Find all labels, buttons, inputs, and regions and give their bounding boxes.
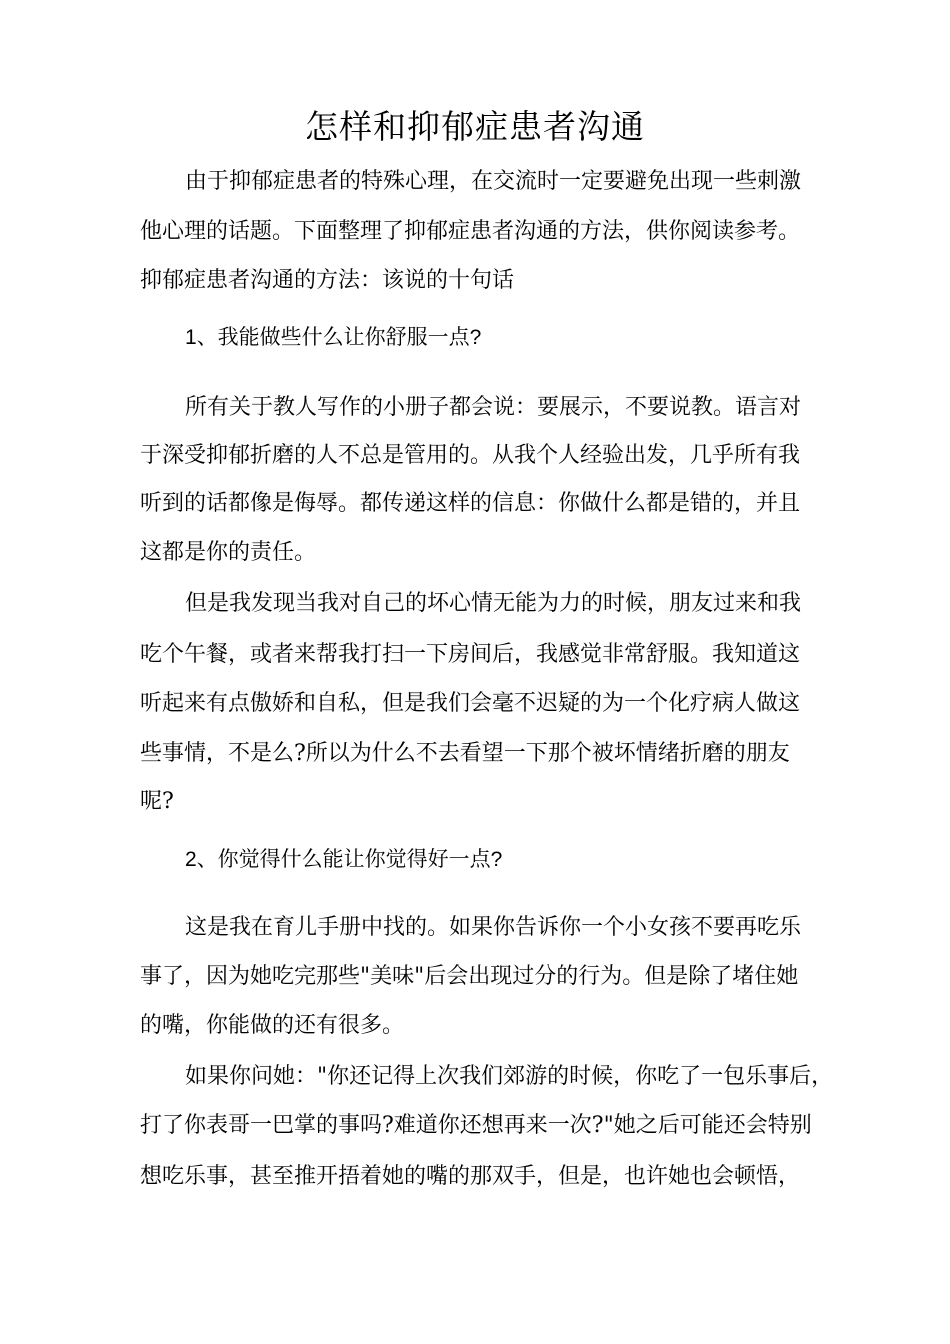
paragraph-line: 的嘴，你能做的还有很多。 xyxy=(140,1013,405,1038)
paragraph-line: 想吃乐事，甚至推开捂着她的嘴的那双手，但是，也许她也会顿悟， xyxy=(140,1164,801,1189)
paragraph-line: 这都是你的责任。 xyxy=(140,540,317,565)
paragraph-line: 些事情，不是么?所以为什么不去看望一下那个被坏情绪折磨的朋友 xyxy=(140,741,790,766)
paragraph-line: 听到的话都像是侮辱。都传递这样的信息：你做什么都是错的，并且 xyxy=(140,491,801,516)
paragraph-line: 抑郁症患者沟通的方法：该说的十句话 xyxy=(140,268,515,293)
paragraph-line: 如果你问她："你还记得上次我们郊游的时候，你吃了一包乐事后， xyxy=(185,1064,834,1089)
paragraph-line: 呢? xyxy=(140,789,174,814)
paragraph-line: 事了，因为她吃完那些"美味"后会出现过分的行为。但是除了堵住她 xyxy=(140,964,799,989)
paragraph-line: 但是我发现当我对自己的坏心情无能为力的时候，朋友过来和我 xyxy=(185,591,802,616)
section-heading: 1、我能做些什么让你舒服一点? xyxy=(185,326,482,349)
paragraph-line: 这是我在育儿手册中找的。如果你告诉你一个小女孩不要再吃乐 xyxy=(185,915,802,940)
paragraph-line: 所有关于教人写作的小册子都会说：要展示，不要说教。语言对 xyxy=(185,395,802,420)
paragraph-line: 于深受抑郁折磨的人不总是管用的。从我个人经验出发，几乎所有我 xyxy=(140,443,801,468)
paragraph-line: 听起来有点傲娇和自私，但是我们会毫不迟疑的为一个化疗病人做这 xyxy=(140,691,801,716)
paragraph-line: 吃个午餐，或者来帮我打扫一下房间后，我感觉非常舒服。我知道这 xyxy=(140,642,801,667)
paragraph-line: 他心理的话题。下面整理了抑郁症患者沟通的方法，供你阅读参考。 xyxy=(140,219,801,244)
paragraph-line: 由于抑郁症患者的特殊心理，在交流时一定要避免出现一些刺激 xyxy=(185,169,802,194)
section-heading: 2、你觉得什么能让你觉得好一点? xyxy=(185,848,503,871)
paragraph-line: 打了你表哥一巴掌的事吗?难道你还想再来一次?"她之后可能还会特别 xyxy=(140,1113,812,1138)
document-title: 怎样和抑郁症患者沟通 xyxy=(305,107,645,146)
